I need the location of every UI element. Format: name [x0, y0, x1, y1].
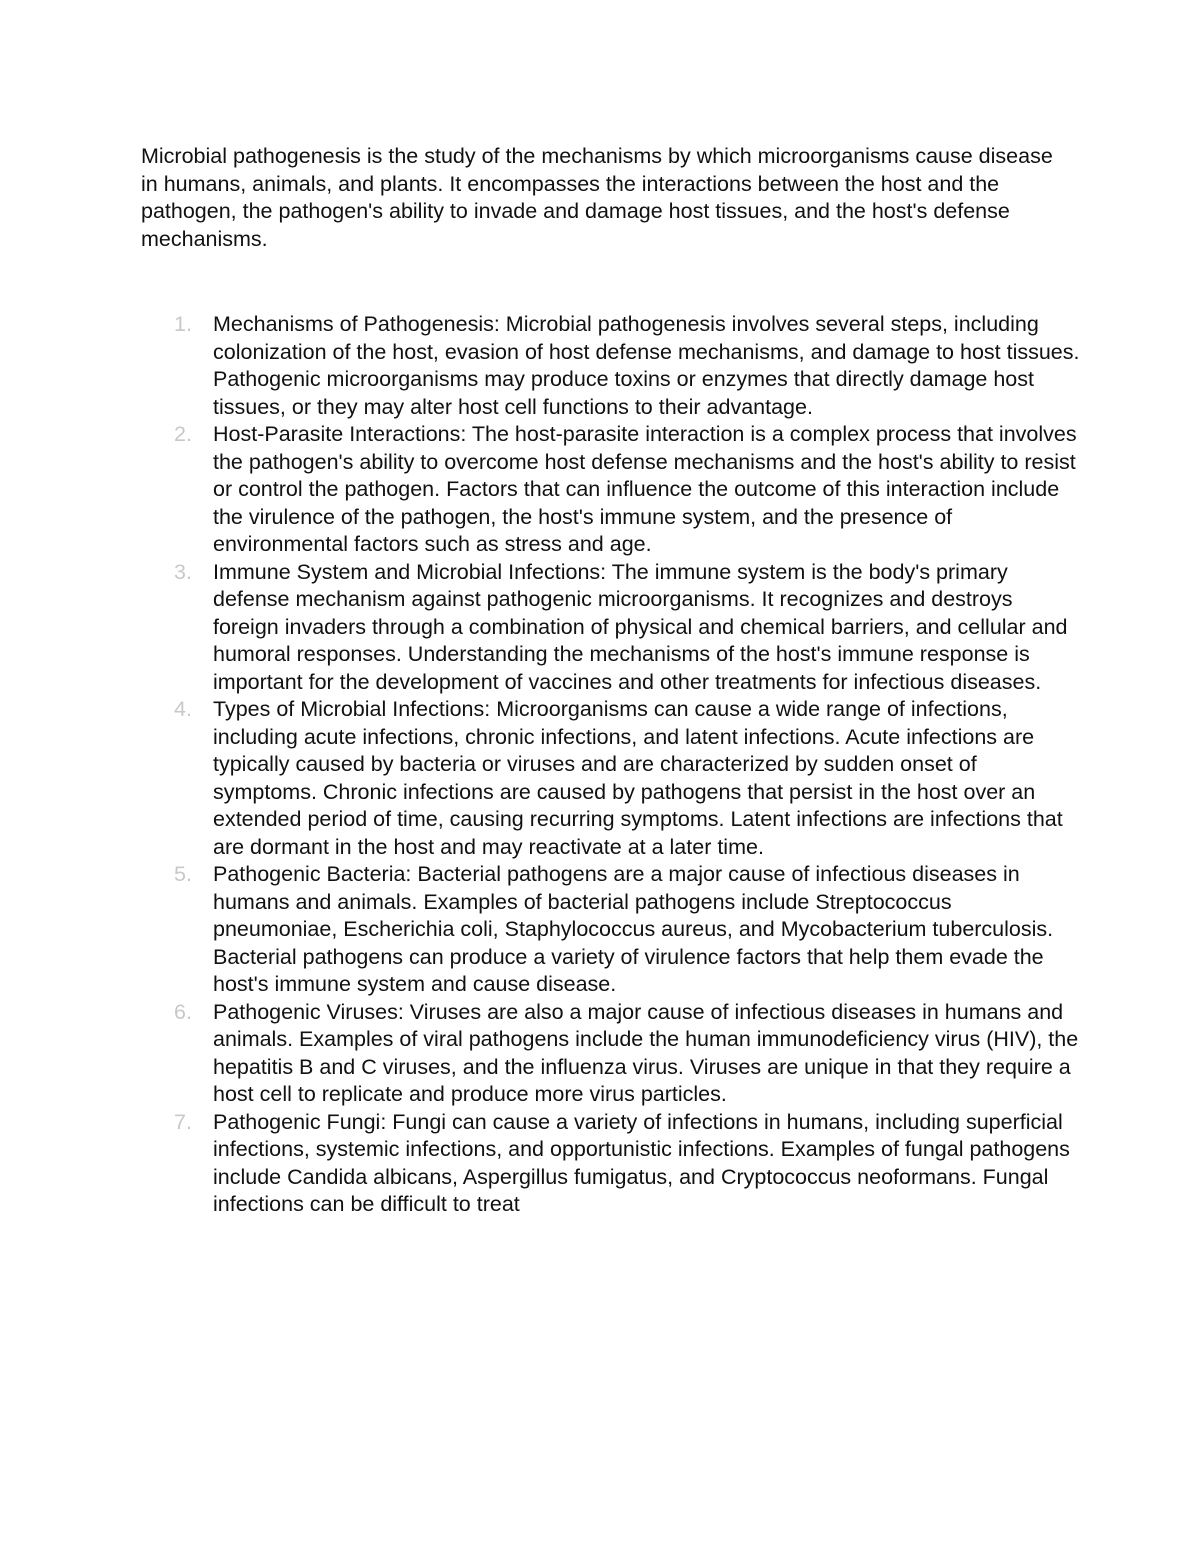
list-item-number: 1. [174, 312, 192, 336]
list-item [141, 559, 1081, 697]
list-item-text: Host-Parasite Interactions: The host-parasite interaction is a complex process that involves the pathogen's ability to overcome host defense mechanisms and the host's ability to resist or control the pathogen. Factors that can influence the outcome of this interaction include the virulence of the pathogen, the host's immune system, and the presence of environmental factors such as stress and age. [213, 422, 1077, 556]
list-item [141, 421, 1081, 559]
list-item-text: Pathogenic Fungi: Fungi can cause a variety of infections in humans, including superficial infections, systemic infections, and opportunistic infections. Examples of fungal pathogens include Candida albicans, Aspergillus fumigatus, and Cryptococcus neoformans. Fungal infections can be difficult to treat [213, 1109, 1070, 1216]
topic-list [141, 311, 1081, 1219]
list-item-number: 2. [174, 422, 192, 446]
list-item-number: 6. [174, 999, 192, 1024]
list-item [141, 861, 1081, 999]
list-item-text: Types of Microbial Infections: Microorganisms can cause a wide range of infections, including acute infections, chronic infections, and latent infections. Acute infections are typically caused by bacteria or viruses and are characterized by sudden onset of symptoms. Chronic infections are caused by pathogens that persist in the host over an extended period of time, causing recurring symptoms. Latent infections are infections that are dormant in the host and may reactivate at a later time. [213, 697, 1063, 859]
list-item-text: Pathogenic Bacteria: Bacterial pathogens are a major cause of infectious diseases in humans and animals. Examples of bacterial pathogens include Streptococcus pneumoniae, Escherichia coli, Staphylococcus aureus, and Mycobacterium tuberculosis. Bacterial pathogens can produce a variety of virulence factors that help them evade the host's immune system and cause disease. [213, 862, 1054, 996]
list-item-number: 7. [174, 1109, 192, 1134]
list-item [141, 311, 1081, 421]
list-item [141, 1109, 1081, 1219]
list-item [141, 999, 1081, 1109]
list-item-text: Mechanisms of Pathogenesis: Microbial pathogenesis involves several steps, including colonization of the host, evasion of host defense mechanisms, and damage to host tissues. Pathogenic microorganisms may produce toxins or enzymes that directly damage host tissues, or they may alter host cell functions to their advantage. [213, 312, 1080, 419]
list-item-number: 3. [174, 559, 192, 584]
list-item-number: 4. [174, 697, 192, 721]
list-item [141, 696, 1081, 861]
list-item-text: Pathogenic Viruses: Viruses are also a major cause of infectious diseases in humans and animals. Examples of viral pathogens include the human immunodeficiency virus (HIV), the hepatitis B and C viruses, and the influenza virus. Viruses are unique in that they require a host cell to replicate and produce more virus particles. [213, 999, 1079, 1106]
list-item-text: Immune System and Microbial Infections: The immune system is the body's primary defense mechanism against pathogenic microorganisms. It recognizes and destroys foreign invaders through a combination of physical and chemical barriers, and cellular and humoral responses. Understanding the mechanisms of the host's immune response is important for the development of vaccines and other treatments for infectious diseases. [213, 559, 1068, 694]
list-item-number: 5. [174, 862, 192, 886]
intro-paragraph: Microbial pathogenesis is the study of the mechanisms by which microorganisms cause disease in humans, animals, and plants. It encompasses the interactions between the host and the pathogen, the pathogen's ability to invade and damage host tissues, and the host's defense mechanisms. [141, 144, 1053, 251]
